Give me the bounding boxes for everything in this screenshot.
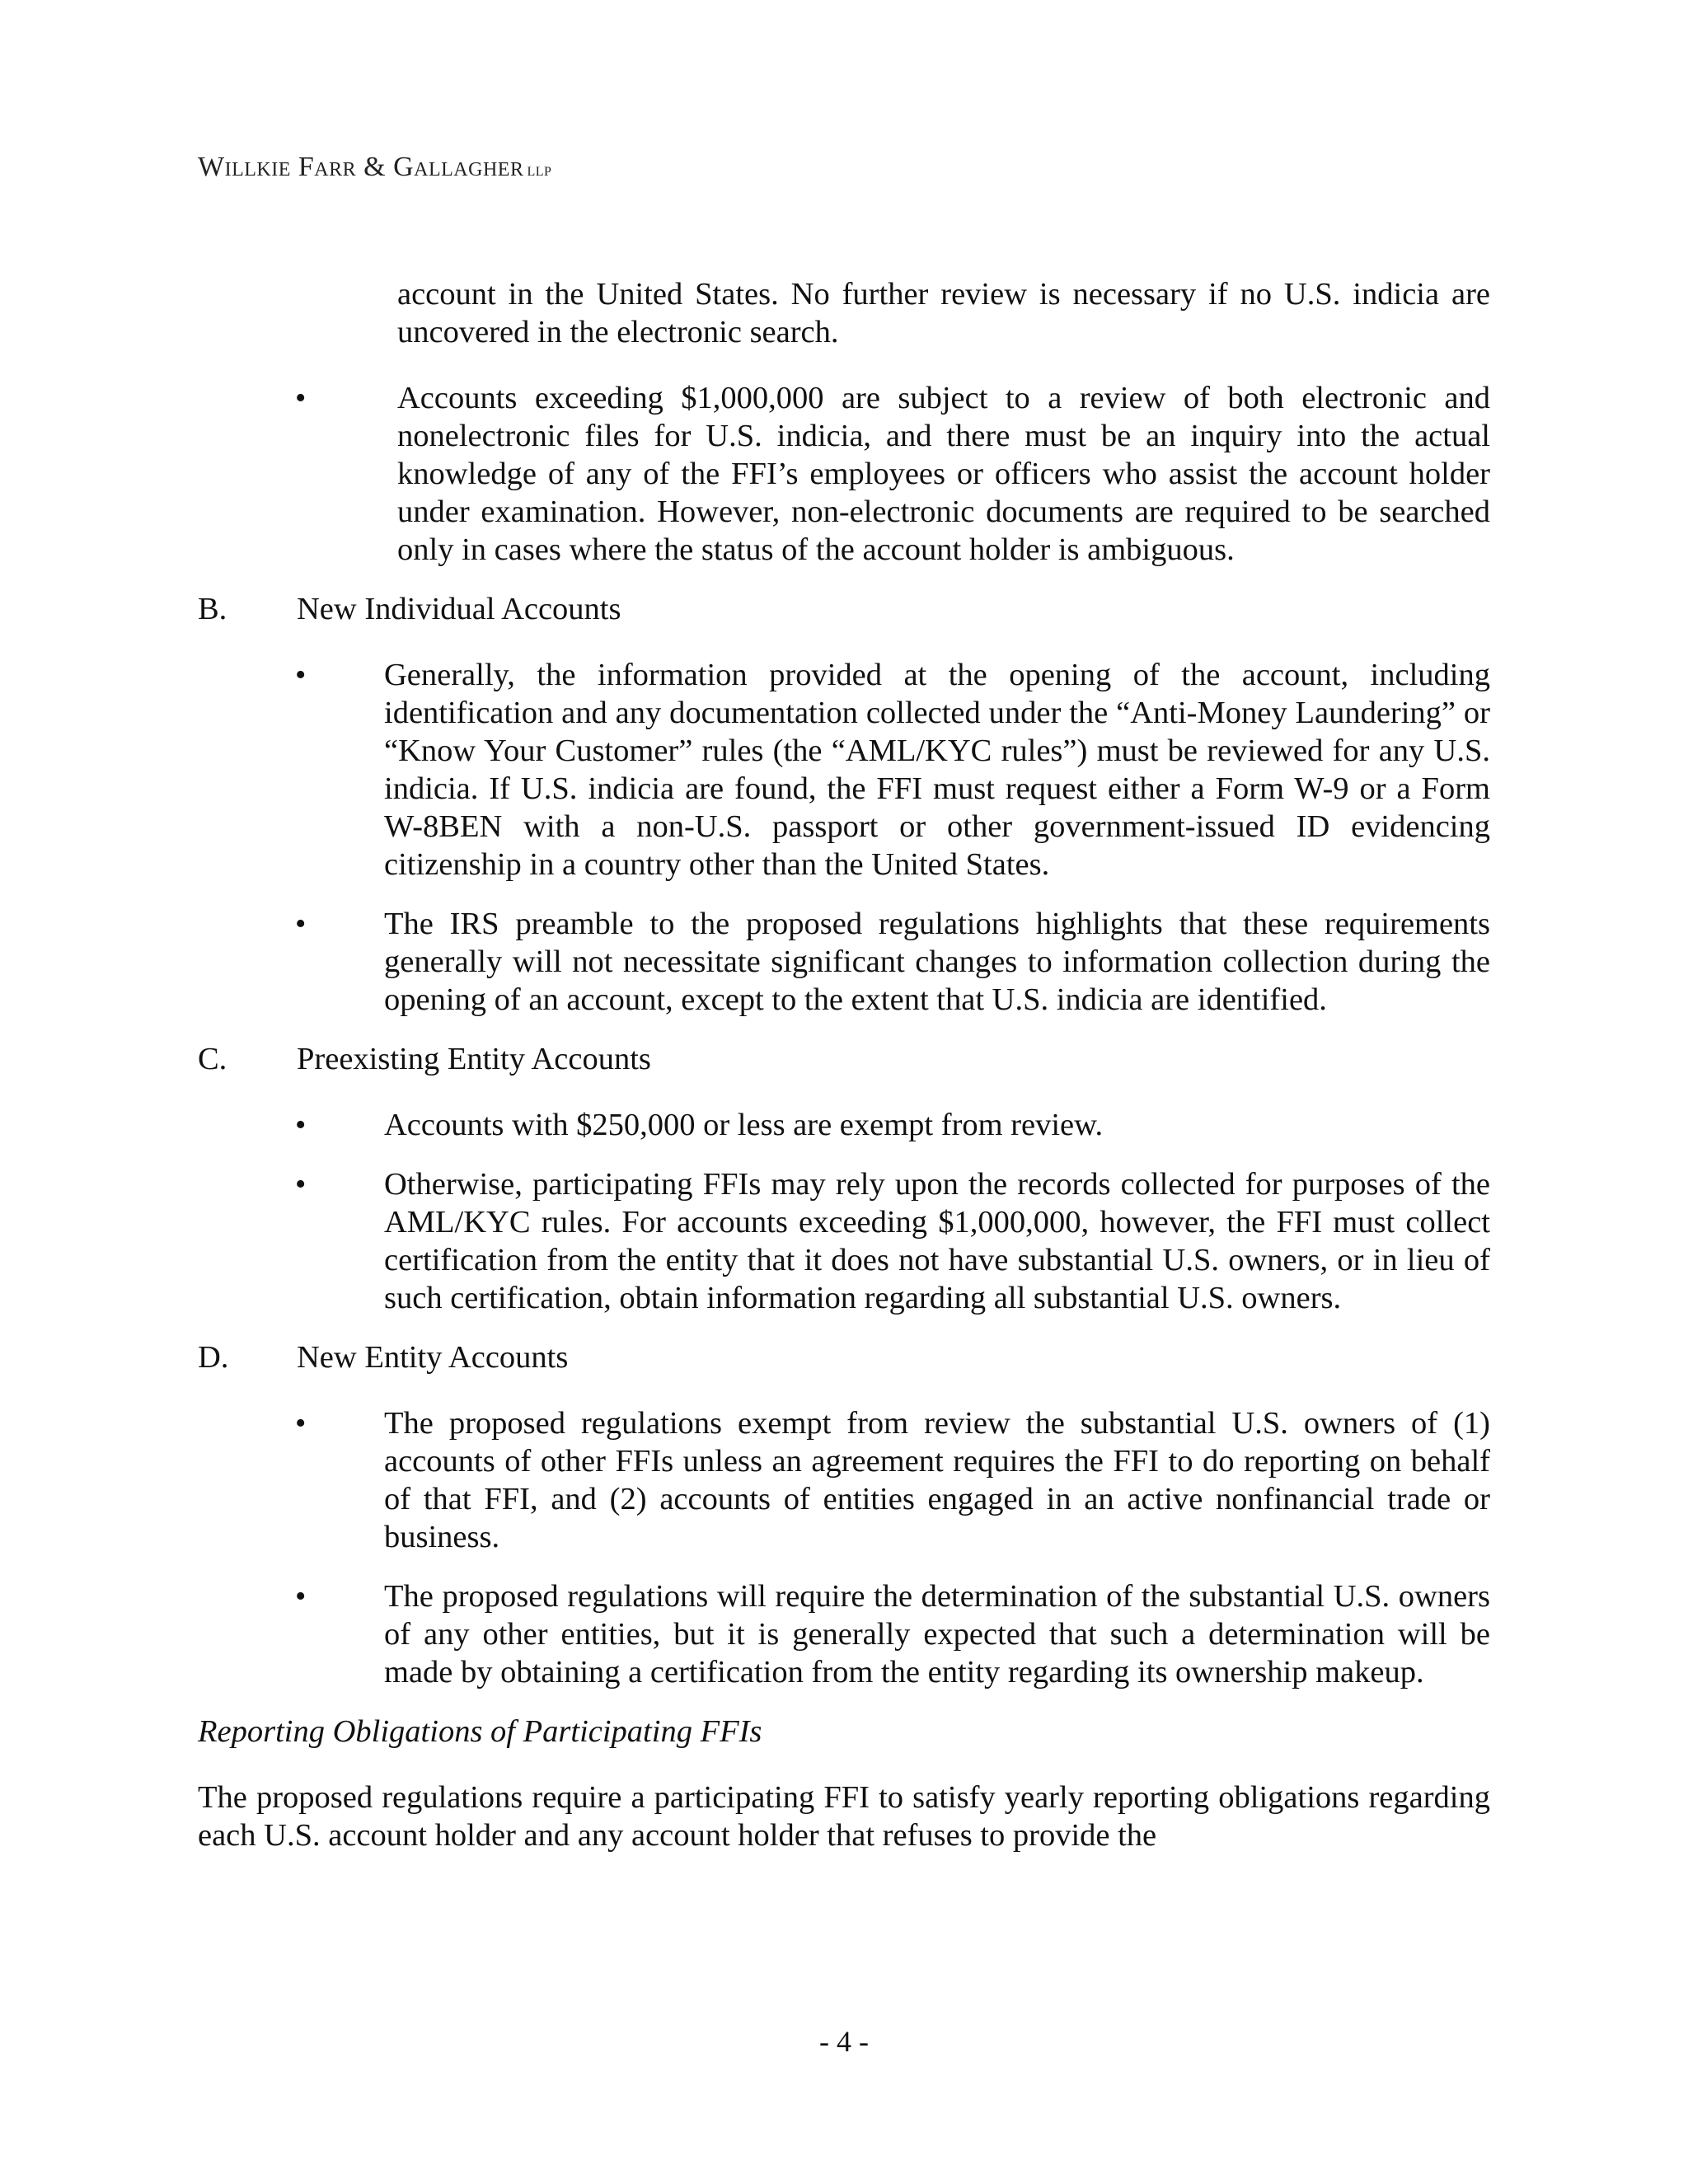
bullet-text: Generally, the information provided at the opening of the account, including identification and any documentation collected under the “Anti-Money Laundering” or “Know Your Customer” rules (the “AML/KYC rules”) must be reviewed for any U.S. indicia. If U.S. indicia are found, the FFI must request either a Form W-9 or a Form W-8BEN with a non-U.S. passport or other government-issued ID evidencing citizenship in a country other than the United States. <box>384 658 1490 882</box>
firm-name: Willkie Farr & Gallagher <box>198 152 524 182</box>
list-item: • The proposed regulations exempt from review the substantial U.S. owners of (1) accounts of other FFIs unless an agreement requires the FFI to do reporting on behalf of that FFI, and (2) accounts of entities engaged in an active nonfinancial trade or business. <box>295 1406 1490 1554</box>
section-heading-c <box>198 1040 1490 1078</box>
bullet-text: Accounts with $250,000 or less are exempt from review. <box>384 1108 1104 1142</box>
reporting-paragraph: The proposed regulations require a participating FFI to satisfy yearly reporting obligations regarding each U.S. account holder and any account holder that refuses to provide the <box>198 1780 1490 1853</box>
bullet-text: Otherwise, participating FFIs may rely upon the records collected for purposes of the AML/KYC rules. For accounts exceeding $1,000,000, however, the FFI must collect certification from the entity that it does not have substantial U.S. owners, or in lieu of such certification, obtain information regarding all substantial U.S. owners. <box>384 1167 1490 1315</box>
section-title: New Entity Accounts <box>297 1340 569 1375</box>
list-item: • Generally, the information provided at the opening of the account, including identification and any documentation collected under the “Anti-Money Laundering” or “Know Your Customer” rules (the “AML/KYC rules”) must be reviewed for any U.S. indicia. If U.S. indicia are found, the FFI must request either a Form W-9 or a Form W-8BEN with a non-U.S. passport or other government-issued ID evidencing citizenship in a country other than the United States. <box>295 658 1490 882</box>
reporting-heading: Reporting Obligations of Participating FFIs <box>198 1714 762 1749</box>
section-title: New Individual Accounts <box>297 592 621 626</box>
section-heading-d <box>198 1338 1490 1376</box>
section-letter: D. <box>198 1340 229 1375</box>
page-number: - 4 - <box>819 2025 869 2058</box>
section-letter: B. <box>198 592 227 626</box>
list-item: • The IRS preamble to the proposed regulations highlights that these requirements generally will not necessitate significant changes to information collection during the opening of an account, except to the extent that U.S. indicia are identified. <box>295 907 1490 1017</box>
bullet-text: The proposed regulations will require the determination of the substantial U.S. owners of any other entities, but it is generally expected that such a determination will be made by obtaining a certification from the entity regarding its ownership makeup. <box>384 1579 1490 1690</box>
firm-letterhead <box>198 152 551 183</box>
list-item: • Accounts with $250,000 or less are exempt from review. <box>198 1106 1490 1144</box>
list-item: • The proposed regulations will require the determination of the substantial U.S. owners of any other entities, but it is generally expected that such a determination will be made by obtaining a certification from the entity regarding its ownership makeup. <box>295 1579 1490 1690</box>
section-letter: C. <box>198 1042 227 1076</box>
bullet-text: Accounts exceeding $1,000,000 are subject to a review of both electronic and nonelectronic files for U.S. indicia, and there must be an inquiry into the actual knowledge of any of the FFI’s employees or officers who assist the account holder under examination. However, non-electronic documents are required to be searched only in cases where the status of the account holder is ambiguous. <box>397 381 1490 567</box>
section-heading-b <box>198 590 1490 628</box>
list-item: • Accounts exceeding $1,000,000 are subject to a review of both electronic and nonelectronic files for U.S. indicia, and there must be an inquiry into the actual knowledge of any of the FFI’s employees or officers who assist the account holder under examination. However, non-electronic documents are required to be searched only in cases where the status of the account holder is ambiguous. <box>295 381 1490 567</box>
bullet-text: The proposed regulations exempt from review the substantial U.S. owners of (1) accounts of other FFIs unless an agreement requires the FFI to do reporting on behalf of that FFI, and (2) accounts of entities engaged in an active nonfinancial trade or business. <box>384 1406 1490 1554</box>
section-title: Preexisting Entity Accounts <box>297 1042 651 1076</box>
continuation-paragraph: account in the United States. No further review is necessary if no U.S. indicia are uncovered in the electronic search. <box>397 277 1490 349</box>
bullet-text: The IRS preamble to the proposed regulations highlights that these requirements generally will not necessitate significant changes to information collection during the opening of an account, except to the extent that U.S. indicia are identified. <box>384 907 1490 1017</box>
list-item: • Otherwise, participating FFIs may rely upon the records collected for purposes of the AML/KYC rules. For accounts exceeding $1,000,000, however, the FFI must collect certification from the entity that it does not have substantial U.S. owners, or in lieu of such certification, obtain information regarding all substantial U.S. owners. <box>295 1167 1490 1315</box>
document-body <box>198 275 1490 1854</box>
firm-suffix: LLP <box>527 165 552 179</box>
